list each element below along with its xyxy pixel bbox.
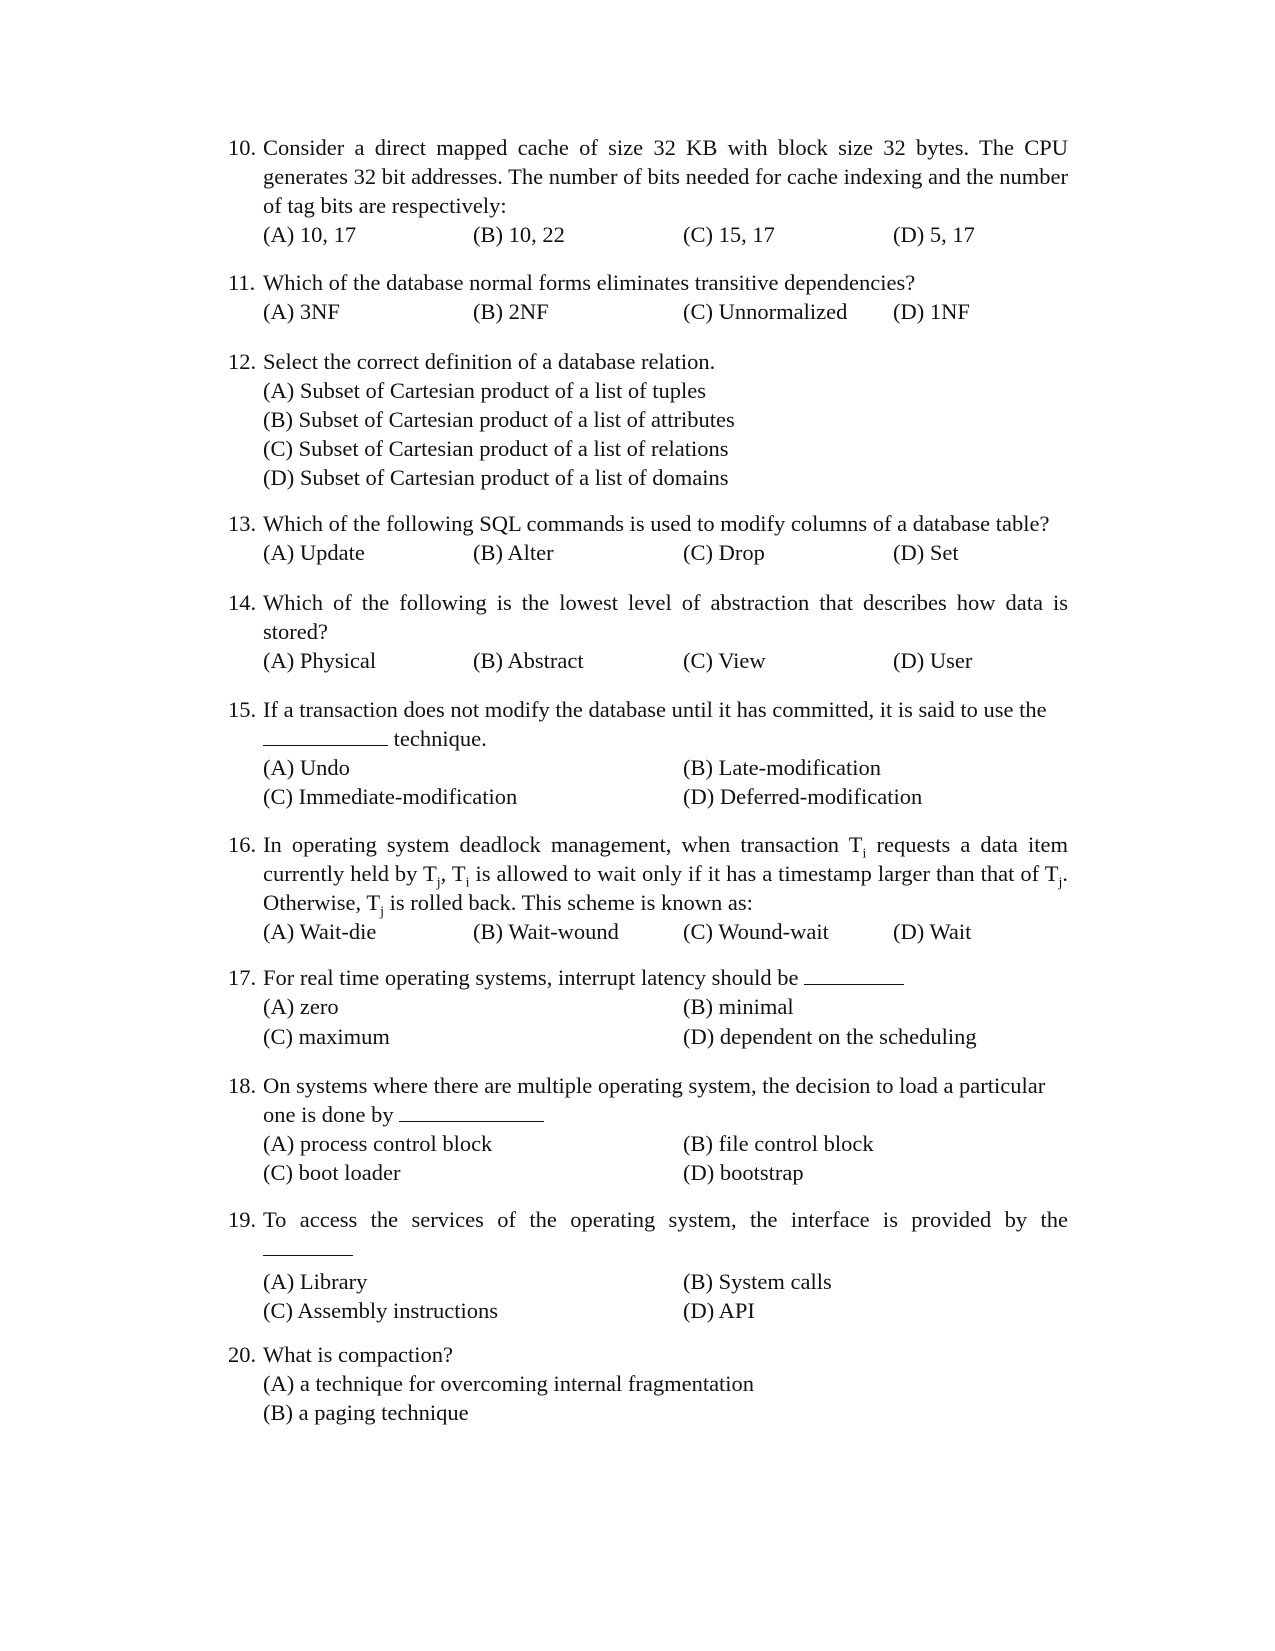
options-row bbox=[263, 1129, 1068, 1158]
option-c: (C) Wound-wait bbox=[683, 919, 829, 944]
option-b: (B) System calls bbox=[683, 1269, 832, 1294]
option-b: (B) minimal bbox=[683, 994, 794, 1019]
question-18 bbox=[228, 1071, 1068, 1187]
option-a: (A) process control block bbox=[263, 1131, 493, 1156]
option-b: (B) 2NF bbox=[473, 299, 549, 324]
question-10 bbox=[228, 133, 1068, 249]
question-number: 11. bbox=[228, 270, 256, 295]
option-a: (A) a technique for overcoming internal fragmentation bbox=[263, 1371, 755, 1396]
option-a: (A) Undo bbox=[263, 755, 350, 780]
question-text: If a transaction does not modify the database until it has committed, it is said to use the bbox=[263, 697, 1047, 722]
options-row bbox=[263, 1267, 1068, 1296]
question-text: Which of the following is the lowest level of abstraction that describes how data is stored? bbox=[263, 590, 1068, 644]
question-text: To access the services of the operating system, the interface is provided by the bbox=[263, 1207, 1068, 1232]
option-a: (A) Wait-die bbox=[263, 919, 377, 944]
option-c: (C) Immediate-modification bbox=[263, 784, 518, 809]
options-row bbox=[263, 1158, 1068, 1187]
option-b: (B) 10, 22 bbox=[473, 222, 565, 247]
answer-blank bbox=[263, 1235, 353, 1256]
option-c: (C) Unnormalized bbox=[683, 299, 848, 324]
question-number: 20. bbox=[228, 1342, 257, 1367]
question-number: 18. bbox=[228, 1073, 257, 1098]
option-d: (D) bootstrap bbox=[683, 1160, 804, 1185]
options-row bbox=[263, 220, 1068, 249]
question-16 bbox=[228, 830, 1068, 946]
question-20 bbox=[228, 1340, 1068, 1427]
question-text: Which of the following SQL commands is used to modify columns of a database table? bbox=[263, 511, 1050, 536]
options-row bbox=[263, 646, 1068, 675]
option-c: (C) Subset of Cartesian product of a list of relations bbox=[263, 436, 729, 461]
option-d: (D) Set bbox=[893, 540, 959, 565]
option-b: (B) Subset of Cartesian product of a list of attributes bbox=[263, 407, 735, 432]
option-a: (A) 10, 17 bbox=[263, 222, 357, 247]
question-text-continued: one is done by bbox=[263, 1102, 394, 1127]
option-b: (B) Abstract bbox=[473, 648, 584, 673]
option-c: (C) View bbox=[683, 648, 766, 673]
option-c: (C) Assembly instructions bbox=[263, 1298, 498, 1323]
option-b: (B) a paging technique bbox=[263, 1400, 469, 1425]
question-number: 13. bbox=[228, 511, 257, 536]
question-14 bbox=[228, 588, 1068, 675]
question-text: On systems where there are multiple operating system, the decision to load a particular bbox=[263, 1073, 1046, 1098]
question-text: Which of the database normal forms eliminates transitive dependencies? bbox=[263, 270, 916, 295]
options-row bbox=[263, 1296, 1068, 1325]
option-a: (A) zero bbox=[263, 994, 339, 1019]
option-a: (A) Update bbox=[263, 540, 365, 565]
question-text: Consider a direct mapped cache of size 32 KB with block size 32 bytes. The CPU generates 32 bit addresses. The number of bits needed for cache indexing and the number of tag bits are respectively: bbox=[263, 135, 1068, 218]
option-b: (B) Wait-wound bbox=[473, 919, 619, 944]
options-row bbox=[263, 782, 1068, 811]
question-19 bbox=[228, 1205, 1068, 1325]
option-a: (A) 3NF bbox=[263, 299, 340, 324]
option-c: (C) maximum bbox=[263, 1024, 390, 1049]
question-text-continued: technique. bbox=[393, 726, 487, 751]
question-number: 15. bbox=[228, 697, 257, 722]
question-text: In operating system deadlock management, when transaction $T_i$ requests a data item currently held by $T_j$, $T_i$ is allowed to wait only if it has a timestamp larger than that of $T_j$. Otherwise, $T_j$ is rolled back. This scheme is known as: bbox=[263, 832, 1069, 920]
question-number: 12. bbox=[228, 349, 257, 374]
options-row bbox=[263, 297, 1068, 326]
question-text: Select the correct definition of a database relation. bbox=[263, 349, 716, 374]
answer-blank bbox=[804, 964, 904, 985]
question-12 bbox=[228, 347, 1068, 492]
option-a: (A) Library bbox=[263, 1269, 368, 1294]
option-b: (B) Late-modification bbox=[683, 755, 882, 780]
question-number: 19. bbox=[228, 1207, 257, 1232]
question-number: 16. bbox=[228, 832, 257, 857]
option-d: (D) Deferred-modification bbox=[683, 784, 923, 809]
option-d: (D) 1NF bbox=[893, 299, 970, 324]
question-13 bbox=[228, 509, 1068, 567]
options-row bbox=[263, 992, 1068, 1021]
option-d: (D) API bbox=[683, 1298, 755, 1323]
question-17 bbox=[228, 963, 1068, 1051]
answer-blank bbox=[399, 1101, 544, 1122]
option-d: (D) 5, 17 bbox=[893, 222, 975, 247]
option-d: (D) User bbox=[893, 648, 973, 673]
question-15 bbox=[228, 695, 1068, 811]
options-row bbox=[263, 917, 1068, 946]
option-c: (C) Drop bbox=[683, 540, 765, 565]
question-number: 17. bbox=[228, 965, 257, 990]
option-a: (A) Physical bbox=[263, 648, 377, 673]
option-c: (C) 15, 17 bbox=[683, 222, 775, 247]
option-d: (D) dependent on the scheduling bbox=[683, 1024, 977, 1049]
option-b: (B) Alter bbox=[473, 540, 554, 565]
option-c: (C) boot loader bbox=[263, 1160, 401, 1185]
option-d: (D) Wait bbox=[893, 919, 972, 944]
question-11 bbox=[228, 268, 1068, 326]
question-number: 14. bbox=[228, 590, 257, 615]
answer-blank bbox=[263, 725, 388, 746]
option-d: (D) Subset of Cartesian product of a list of domains bbox=[263, 465, 729, 490]
option-a: (A) Subset of Cartesian product of a list of tuples bbox=[263, 378, 707, 403]
question-text: What is compaction? bbox=[263, 1342, 453, 1367]
options-row bbox=[263, 753, 1068, 782]
question-text: For real time operating systems, interrupt latency should be bbox=[263, 965, 799, 990]
option-b: (B) file control block bbox=[683, 1131, 874, 1156]
options-row bbox=[263, 538, 1068, 567]
options-row bbox=[263, 1022, 1068, 1051]
question-number: 10. bbox=[228, 135, 257, 160]
